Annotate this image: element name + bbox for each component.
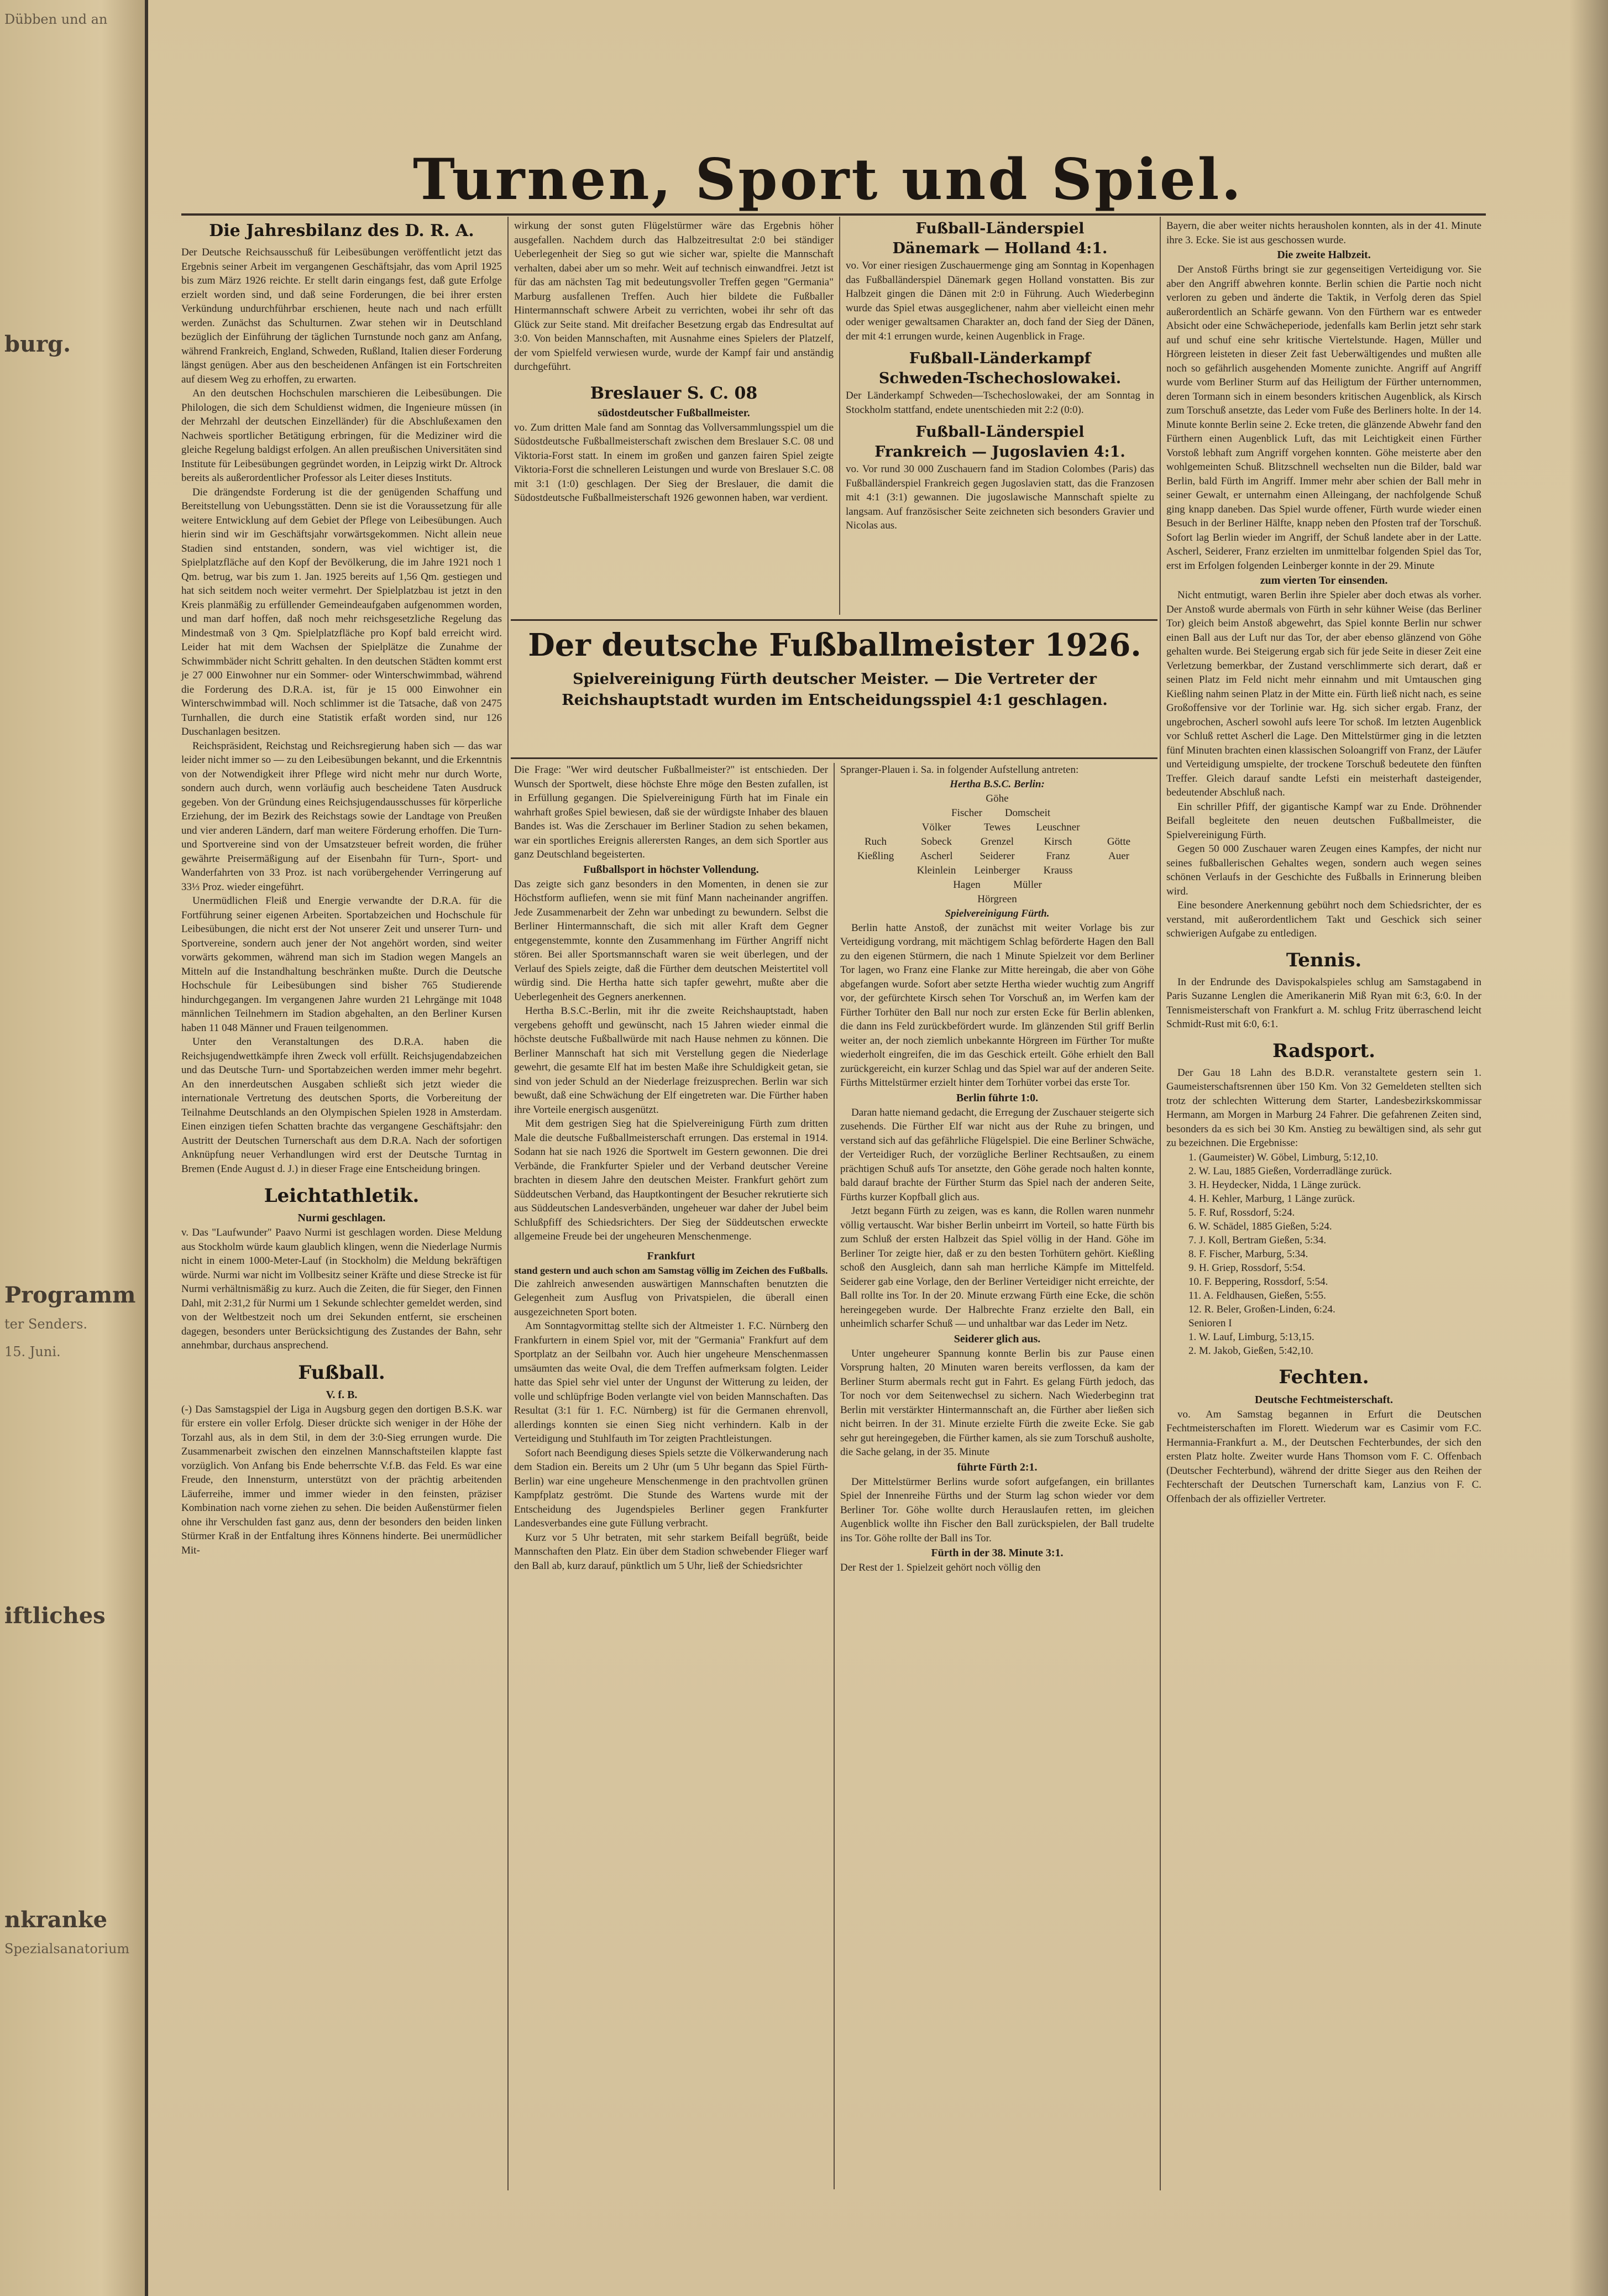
prev-page-fragment: ter Senders. <box>4 1316 88 1332</box>
player-name: Krauss <box>1043 864 1073 876</box>
article-paragraph: In der Endrunde des Davispokalspieles schlug am Samstagabend in Paris Suzanne Lenglen die Amerikanerin Miß Ryan mit 6:3, 6:0. In der Tennismeisterschaft von Frankfurt a. M. schlug Fritz überraschend leicht Schmidt-Rust mit 6:0, 6:1. <box>1166 976 1481 1030</box>
article-subheadline: Deutsche Fechtmeisterschaft. <box>1255 1393 1393 1406</box>
masthead-rule <box>181 213 1486 216</box>
article-subheadline: führte Fürth 2:1. <box>957 1461 1038 1473</box>
race-result: 4. H. Kehler, Marburg, 1 Länge zurück. <box>1188 1193 1355 1205</box>
section-headline: Fußball. <box>298 1361 385 1384</box>
column-divider <box>839 217 840 615</box>
article-paragraph: Am Sonntagvormittag stellte sich der Altmeister 1. F.C. Nürnberg den Frankfurtern in einem Spiel vor, mit der "Germania" Frankfurt auf dem Sportplatz an der Seilbahn vor. Auch hier ungeheure Menschenmassen umsäumten das weite Oval, die dem Treffen aufmerksam folgten. Leider hatte das Spiel sehr viel unter der Ungunst der Witterung zu leiden, der volle und schlüpfrige Boden verlangte viel von beiden Mannschaften. Das Resultat (3:1 für 1. F.C. Nürnberg) ist für die Germanen ehrenvoll, allerdings konnten sie einen Sieg nicht verhindern. Kalb in der Verteidigung und Stuhlfauth im Tor zeigten Prachtleistungen. <box>514 1320 828 1445</box>
article-paragraph: Die Frage: "Wer wird deutscher Fußballmeister?" ist entschieden. Der Wunsch der Sportwelt, diese höchste Ehre möge den Besten zufallen, ist in Erfüllung gegangen. Die Spielvereinigung Fürth hat im Finale ein wahrhaft großes Spiel bewiesen, daß sie der würdigste Inhaber des blauen Bandes ist. Was die Zerschauer im Berliner Stadion zu sehen bekamen, war ein sportliches Ereignis allerersten Ranges, an dem sich Sportler aus ganz Deutschland begeisterten. <box>514 764 828 860</box>
player-name: Fischer <box>951 807 982 819</box>
article-paragraph: vo. Zum dritten Male fand am Sonntag das Vollversammlungsspiel um die Südostdeutsche Fußballmeisterschaft zwischen dem Breslauer S.C. 08 und Viktoria-Forst statt. In einem im großen und ganzen fairen Spiel zeigte Viktoria-Forst die schnelleren Leistungen und wurde von Breslauer S.C. 08 mit 3:1 (1:0) geschlagen. Der Sieg der Breslauer, die damit die Südostdeutsche Fußballmeisterschaft 1926 gewonnen haben, war verdient. <box>514 421 834 504</box>
lineup-row <box>840 864 1154 878</box>
race-result: 11. A. Feldhausen, Gießen, 5:55. <box>1188 1289 1326 1301</box>
article-paragraph: Gegen 50 000 Zuschauer waren Zeugen eines Kampfes, der nicht nur seines fußballerischen Gehaltes wegen, sondern auch wegen seines schönen Verlaufs in der Geschichte des Fußballs in Erinnerung bleiben wird. <box>1166 843 1481 897</box>
article-paragraph: Unter ungeheurer Spannung konnte Berlin bis zur Pause einen Vorsprung halten, 20 Minuten waren bereits verflossen, da kam der Berliner Sturm abermals recht gut in Fahrt. Es gelang Fürth jedoch, das Tor noch vor dem Seitenwechsel zu sichern. Nach Wiederbeginn trat Berlin mit verstärkter Hintermannschaft an, die Fürther aber ließen sich nicht beirren. In der 31. Minute erzielte Fürth die zweite Ecke. Sie gab sehr gut hereingegeben, die Fürther kamen, als sie zum Torschuß ausholte, die Sache gelang, in der 35. Minute <box>840 1347 1154 1458</box>
article-paragraph: Kurz vor 5 Uhr betraten, mit sehr starkem Beifall begrüßt, beide Mannschaften den Platz. Ein über dem Stadion schwebender Flieger warf den Ball ab, kurz darauf, pünktlich um 5 Uhr, ließ der Schiedsrichter <box>514 1531 828 1572</box>
race-result: 1. (Gaumeister) W. Göbel, Limburg, 5:12,10. <box>1188 1151 1379 1163</box>
prev-page-fragment: Programm <box>4 1282 136 1308</box>
article-subheadline: Frankfurt <box>647 1249 695 1262</box>
player-name: Müller <box>1013 878 1042 891</box>
article-subheadline: Nurmi geschlagen. <box>297 1212 386 1224</box>
article-paragraph: Die zahlreich anwesenden auswärtigen Mannschaften benutzten die Gelegenheit zum Ausflug von Privatspielen, die überall einen ausgezeichneten Sport boten. <box>514 1278 828 1318</box>
section-headline: Fechten. <box>1279 1366 1369 1388</box>
story-rule <box>511 757 1157 759</box>
column-4 <box>1166 219 1481 1506</box>
article-paragraph: Unermüdlichen Fleiß und Energie verwandte der D.R.A. für die Fortführung seiner eigenen Arbeiten. Sportabzeichen und Hochschule für Leibesübungen, die nicht erst der Not unserer Zeit und unserer Turn- und Sportvereine, sondern auch jener der Not angehört worden, sind weiter vorwärts gekommen, während man sich im Stadion wegen Mangels an Mitteln auf die Instandhaltung beschränken mußte. Durch die Deutsche Hochschule für Leibesübungen sind bisher 765 Studierende hindurchgegangen. Im vergangenen Jahre wurden 21 Lehrgänge mit 1048 männlichen Teilnehmern im Stadion abgehalten, an den Berliner Kursen haben 11 048 Männer und Frauen teilgenommen. <box>181 895 502 1034</box>
race-result: 2. W. Lau, 1885 Gießen, Vorderradlänge zurück. <box>1188 1165 1392 1177</box>
prev-page-fragment: 15. Juni. <box>4 1344 61 1359</box>
player-name: Ruch <box>864 835 887 848</box>
article-subheadline: Berlin führte 1:0. <box>956 1091 1039 1104</box>
article-paragraph: Nicht entmutigt, waren Berlin ihre Spieler aber doch etwas als vorher. Der Anstoß wurde abermals von Fürth in sehr kühner Weise (das Berliner Tor) gleich beim Anstoß abgewehrt, das Spiel konnte Berlin nur schwer einen Ball aus der Luft nur das Tor, der aber ebenso glänzend von Göhe gehalten wurde. Bei Steigerung ergab sich für jede Seite in dieser Zeit eine Verletzung bemerkbar, der Zustand verschlimmerte sich derart, daß er seinen Platz im Feld nicht mehr einnahm und mit Umtauschen ging Kießling nahm seinen Platz in der Mitte ein. Fürth ließ nicht nach, es seine Großoffensive vor der Torlinie war. Hg. sich sicher ergab. Franz, der ungebrochen, Ascherl sowohl aufs leere Tor schoß. Im letzten Augenblick vor Schluß rettet Ascherl die Lage. Den Mittelstürmer ging in die letzten fünf Minuten brachten einen klassischen Soloangriff von Franz, der Läufer und Verteidigung umspielte, der trockene Torschuß bedeutete den fünften Treffer. Gleich darauf sandte Lefsti ein meisterhaft dasteigender, bedeutender Abschluß nach. <box>1166 589 1481 798</box>
player-name: Domscheit <box>1004 807 1051 819</box>
column-divider <box>834 763 835 2189</box>
article-paragraph: Der Anstoß Fürths bringt sie zur gegenseitigen Verteidigung vor. Sie aber den Angriff abwehren konnte. Berlin schien die Partie noch nicht verloren zu geben und änderte die Taktik, in Verfolg deren das Spiel außerordentlich an Schärfe gewann. Von den Fürthern war es entweder Absicht oder eine Schwächeperiode, jedenfalls kam Berlin jetzt sehr stark auf und schuf eine sehr kritische Viertelstunde. Hagen, Müller und Hörgreen leisteten in dieser Zeit fast Ueberwältigendes und mußten alle noch so gefährlich ausgehenden Momente zunichte. Angriff auf Angriff wurde vom Berliner Sturm auf das Heiligtum der Fürther unternommen, deren Tormann sich in einem besonders kritischen Augenblick, als Kirsch zum Torschuß ansetzte, das Leder vom Fuße des Berliners holte. In der 14. Minute konnte Berlin seine 2. Ecke treten, die glänzende Abwehr fand den Fürthern einen Augenblick Luft, das mit Leichtigkeit einen Fürther Vorstoß lebhaft zum Angriff vorgehen konnten. Göhe meisterte aber den wohlgemeinten Schuß. Blitzschnell wechselten nun die Bilder, bald war Berlin, bald Fürth im Angriff. Immer mehr aber schien der Ball mehr in seiner Gewalt, er unternahm einen Alleingang, der nachfolgende Schuß ging knapp daneben. Das Spiel wurde offener, Fürth wurde wieder einen Besuch in der Berliner Hälfte, knapp neben den Pfosten traf der Torschuß. Sofort lag Berlin wieder im Angriff, der Schuß landete aber in der Latte. Ascherl, Seiderer, Franz erzielten im unmittelbar folgenden Spiel das Tor, erst im Erfolgen folgenden Leinberger konnte in der 29. Minute <box>1166 264 1481 572</box>
article-paragraph: Hertha B.S.C.-Berlin, mit ihr die zweite Reichshauptstadt, haben vergebens gehofft und gewünscht, nach 15 Jahren wieder einmal die höchste deutsche Fußballwürde mit nach Hause nehmen zu können. Die Berliner Mannschaft hat sich mit Verstellung gegen die Niederlage gewehrt, die gesamte Elf hat im besten Maße ihre Schuldigkeit getan, sie sind von jeder Schuld an der Niederlage freizusprechen. Berlin war sich bewußt, daß eine Schwächung der Elf eingetreten war. Die Fürther haben ihre Vorteile energisch ausgenützt. <box>514 1005 828 1116</box>
prev-page-fragment: Spezialsanatorium <box>4 1941 130 1957</box>
prev-page-fragment: nkranke <box>4 1907 108 1933</box>
article-paragraph: Die drängendste Forderung ist die der genügenden Schaffung und Bereitstellung von Uebungsstätten. Denn sie ist die Voraussetzung für alle weitere Entwicklung auf dem Gebiet der Pflege von Leibesübungen. Auch hierin sind wir im Geschäftsjahr vorwärtsgekommen. Nicht allein neue Stadien sind entstanden, sondern, was viel wichtiger ist, die Spielplatzfläche auf den Kopf der Bevölkerung, die im Jahre 1921 noch 1 Qm. betrug, war bis zum 1. Jan. 1925 bereits auf 1,56 Qm. gestiegen und hat sich seitdem noch weiter vermehrt. Der Spielplatzbau ist jetzt in den Kreis planmäßig zu erfüllender Gemeindeaufgaben aufgenommen worden, und man darf hoffen, daß noch mehr reichsgesetzliche Regelung das Mindestmaß von 3 Qm. Spielplatzfläche pro Kopf bald erreicht wird. Leider hat mit dem Wachsen der Spielplätze die Zunahme der Schwimmbäder nicht Schritt gehalten. In den deutschen Städten kommt erst je 27 000 Einwohner nur ein Sommer- oder Winterschwimmbad, während die Forderung des D.R.A. ist, für je 15 000 Einwohner ein Winterschwimmbad will. Noch schlimmer ist die Tatsache, daß von 2475 Turnhallen, die durch eine Statistik erfaßt worden sind, nur 126 Duschanlagen besitzen. <box>181 486 502 738</box>
player-name: Auer <box>1108 850 1129 862</box>
article-headline: Fußball-Länderkampf <box>909 350 1091 367</box>
lineup-row <box>840 892 1154 907</box>
race-result: 3. H. Heydecker, Nidda, 1 Länge zurück. <box>1188 1179 1361 1191</box>
article-headline: Die Jahresbilanz des D. R. A. <box>209 221 474 240</box>
prev-page-fragment: iftliches <box>4 1603 106 1629</box>
previous-page-strip <box>0 0 145 2296</box>
article-paragraph: Spranger-Plauen i. Sa. in folgender Aufstellung antreten: <box>840 764 1079 776</box>
article-paragraph: Unter den Veranstaltungen des D.R.A. haben die Reichsjugendwettkämpfe ihren Zweck voll erfüllt. Reichsjugendabzeichen und das Deutsche Turn- und Sportabzeichen werden immer mehr begehrt. An den innerdeutschen Ausgaben schließt sich jetzt wieder die internationale Vertretung des deutschen Sports, die Vorbereitung der Teilnahme Deutschlands an den Olympischen Spielen 1928 in Amsterdam. Einen einzigen tiefen Schatten brachte das vergangene Geschäftsjahr: den Austritt der Deutschen Turnerschaft aus dem D.R.A. Nach der sofortigen Anknüpfung neuer Verhandlungen wird erst der Deutsche Turntag in Bremen (Ende August d. J.) in dieser Frage eine Entscheidung bringen. <box>181 1036 502 1175</box>
article-paragraph: Berlin hatte Anstoß, der zunächst mit weiter Vorlage bis zur Verteidigung vordrang, mit mächtigem Schlag beförderte Hagen den Ball zu den eigenen Stürmern, die nach 1 Minute Spielzeit vor dem Berliner Tor lagen, wo Franz eine Flanke zur Mitte hereingab, die aber von Göhe abgefangen wurde. Sofort aber setzte Hertha wieder wuchtig zum Angriff vor, der gefürchtete Kirsch sehen Tor Vorschuß an, im Werfen kam der Fürther Torhüter den Ball nur noch zur ersten Ecke für Berlin ablenken, die dann ins Feld zurückbefördert wurde. Im glänzenden Stil griff Berlin weiter an, der noch ziemlich unbekannte Hörgreen im Fürther Tor mußte wiederholt eingreifen, die im das Geschick erteilt. Göhe erhielt den Ball zurückgereicht, ein kurzer Schlag und das Spiel war auf der anderen Seite. Fürths Mittelstürmer erzielt hinter dem Torhüter vorbei das erste Tor. <box>840 922 1154 1089</box>
column-1 <box>181 219 502 1557</box>
article-paragraph: Sofort nach Beendigung dieses Spiels setzte die Völkerwanderung nach dem Stadion ein. Bereits um 2 Uhr (um 5 Uhr begann das Spiel Fürth-Berlin) war eine ungeheure Menschenmenge in den prachtvollen grünen Kampfplatz geströmt. Die Stunde des Wartens wurde mit der Entscheidung des Jugendspieles Berliner gegen Frankfurter Landesverbandes eine gute Füllung verbracht. <box>514 1447 828 1529</box>
race-result: 6. W. Schädel, 1885 Gießen, 5:24. <box>1188 1220 1332 1232</box>
player-name: Göhe <box>986 792 1009 804</box>
article-paragraph: vo. Am Samstag begannen in Erfurt die Deutschen Fechtmeisterschaften im Florett. Wiederum war es Casimir vom F.C. Hermannia-Frankfurt a. M., der Deutschen Fechterbundes, der sich den ersten Platz holte. Zweiter wurde Hans Thomson vom F. C. Offenbach (Deutscher Fechterbund), während der dritte Sieger aus den Reihen der Fechterschaft der Deutschen Turnerschaft kam, Lanzius von F. C. Offenbach der als offizieller Vertreter. <box>1166 1408 1481 1505</box>
player-name: Grenzel <box>980 835 1014 848</box>
lineup-row <box>840 820 1154 835</box>
race-result: 1. W. Lauf, Limburg, 5:13,15. <box>1188 1331 1314 1343</box>
player-name: Seiderer <box>980 850 1015 862</box>
article-headline-score: Frankreich — Jugoslavien 4:1. <box>874 443 1125 461</box>
article-headline: Schweden-Tschechoslowakei. <box>878 370 1122 387</box>
player-name: Götte <box>1107 835 1131 848</box>
race-result: 5. F. Ruf, Rossdorf, 5:24. <box>1188 1206 1295 1218</box>
main-story-header <box>514 625 1155 711</box>
main-story-column-left <box>514 763 828 1573</box>
player-name: Sobeck <box>921 835 952 848</box>
article-paragraph: Jetzt begann Fürth zu zeigen, was es kann, die Rollen waren nunmehr völlig vertauscht. War bisher Berlin unbeirrt im Vorteil, so hatte Fürth bis zum Schluß der ersten Halbzeit das Spiel völlig in der Hand. Göhe im Berliner Tor zeigte hier, daß er zu den besten Torhütern gehört. Kießling schoß den Ausgleich, dann sah man herrliche Kämpfe im Mittelfeld. Seiderer gab eine Vorlage, den der Berliner Verteidiger nicht erreichte, der Ball rollte ins Tor. In der 20. Minute erzwang Fürth eine Ecke, die schön hereingegeben wurde. Der Halbrechte Franz erzielte den Ball, ein unheimlich scharfer Schuß — und unhaltbar war das Leder im Netz. <box>840 1205 1154 1330</box>
article-paragraph: Bayern, die aber weiter nichts herausholen konnten, als in der 41. Minute ihre 3. Ecke. Sie ist aus geschossen wurde. <box>1166 220 1481 246</box>
article-subheadline: Fußballsport in höchster Vollendung. <box>583 863 759 876</box>
article-paragraph: Ein schriller Pfiff, der gigantische Kampf war zu Ende. Dröhnender Beifall begleitete den neuen deutschen Fußballmeister, die Spielvereinigung Fürth. <box>1166 801 1481 841</box>
race-result: 7. J. Koll, Bertram Gießen, 5:34. <box>1188 1234 1327 1246</box>
race-result: 9. H. Griep, Rossdorf, 5:54. <box>1188 1262 1306 1274</box>
article-subheadline: südostdeutscher Fußballmeister. <box>598 406 750 419</box>
article-subheadline: Seiderer glich aus. <box>954 1332 1041 1345</box>
player-name: Leuschner <box>1036 821 1080 833</box>
section-masthead: Turnen, Sport und Spiel. <box>412 147 1244 213</box>
main-story-headline: Der deutsche Fußballmeister 1926. <box>528 627 1141 663</box>
article-paragraph: An den deutschen Hochschulen marschieren die Leibesübungen. Die Philologen, die sich dem Schuldienst widmen, die Ingenieure müssen (in der Mehrzahl der deutschen Einzelländer) für die Abschlußexamen den Nachweis sportlicher Betätigung erbringen, für die Mediziner wird die gleiche Regelung baldigst erfolgen. An allen preußischen Universitäten sind Institute für Leibesübungen gegründet worden, in Leipzig wirkt Dr. Altrock bereits als außerordentlicher Professor als Leiter dieses Instituts. <box>181 388 502 484</box>
player-name: Leinberger <box>974 864 1020 876</box>
section-headline: Leichtathletik. <box>264 1185 420 1207</box>
player-name: Kleinlein <box>916 864 956 876</box>
player-name: Tewes <box>983 821 1011 833</box>
section-headline: Tennis. <box>1286 949 1362 971</box>
article-subheadline: V. f. B. <box>326 1388 358 1401</box>
article-subheadline: zum vierten Tor einsenden. <box>1260 574 1388 587</box>
article-subheadline: Fürth in der 38. Minute 3:1. <box>931 1547 1064 1559</box>
page-edge-shadow <box>1569 0 1608 2296</box>
main-story-column-right <box>840 763 1154 1575</box>
race-result: 8. F. Fischer, Marburg, 5:34. <box>1188 1248 1308 1260</box>
lineup-row <box>840 849 1154 864</box>
lineup-row <box>840 806 1154 820</box>
race-result: 10. F. Beppering, Rossdorf, 5:54. <box>1188 1275 1328 1288</box>
player-name: Hagen <box>953 878 981 891</box>
player-name: Hörgreen <box>977 893 1017 905</box>
article-headline: Breslauer S. C. 08 <box>590 383 758 403</box>
race-result: Senioren I <box>1188 1317 1232 1329</box>
prev-page-fragment: burg. <box>4 331 71 357</box>
player-name: Völker <box>921 821 951 833</box>
lineup-row <box>840 835 1154 849</box>
article-paragraph: (-) Das Samstagspiel der Liga in Augsburg gegen den dortigen B.S.K. war für erstere ein voller Erfolg. Dieser drückte sich weniger in der Höhe der Torzahl aus, als in dem Stil, in dem der 3:0-Sieg errungen wurde. Die Zusammenarbeit zwischen den einzelnen Mannschaftsteilen klappte fast vorzüglich. Von Anfang bis Ende beherrschte V.f.B. das Feld. Es war eine Freude, den Innensturm, unterstützt von der prächtig arbeitenden Läuferreihe, immer und immer wieder in den feinsten, präziser Kombination nach vorne ziehen zu sehen. Die beiden Außenstürmer fielen ohne ihr Verschulden fast ganz aus, denn der besonders den beiden linken Stürmer Kraß in der Entfaltung ihres Könnens hinderte. Bei unermüdlicher Mit- <box>181 1403 502 1556</box>
race-results-list <box>1166 1150 1481 1358</box>
column-divider <box>1160 217 1161 2190</box>
section-headline: Radsport. <box>1272 1039 1375 1062</box>
team-name: Spielvereinigung Fürth. <box>945 907 1050 919</box>
player-name: Kirsch <box>1044 835 1072 848</box>
story-rule <box>511 619 1157 621</box>
column-3 <box>846 219 1154 533</box>
article-subheadline: stand gestern und auch schon am Samstag völlig im Zeichen des Fußballs. <box>514 1264 828 1276</box>
prev-page-fragment: Dübben und an <box>4 12 108 27</box>
article-paragraph: vo. Vor einer riesigen Zuschauermenge ging am Sonntag in Kopenhagen das Fußballänderspiel Dänemark gegen Holland vonstatten. Bis zur Halbzeit gingen die Dänen mit 2:0 in Führung. Auch Wiederbeginn wurde das Spiel etwas ausgeglichener, nahm aber vielleicht einen mehr oder weniger gewaltsamen Charakter an, doch fand der Sieg der Dänen, der mit 4:1 errungen wurde, keinen Augenblick in Frage. <box>846 260 1154 342</box>
team-name: Hertha B.S.C. Berlin: <box>950 778 1045 790</box>
main-story-deck: Spielvereinigung Fürth deutscher Meister. — Die Vertreter der Reichshauptstadt wurden im Entscheidungsspiel 4:1 geschlagen. <box>562 671 1108 709</box>
column-divider <box>507 217 509 2190</box>
race-result: 2. M. Jakob, Gießen, 5:42,10. <box>1188 1345 1313 1357</box>
article-headline: Fußball-Länderspiel <box>915 423 1085 441</box>
article-paragraph: Daran hatte niemand gedacht, die Erregung der Zuschauer steigerte sich zusehends. Die Fürther Elf war nicht aus der Ruhe zu bringen, und verstand sich auf das gefährliche Flügelspiel. Die eine Berliner Schwäche, der Verteidiger Ruch, der vorzügliche Berliner Rechtsaußen, zu einem prächtigen Schuß aufs Tor ansetzte, den Göhe gerade noch halten konnte, bald darauf brachte der Fürther Sturm das Spiel nach der anderen Seite, Fürths kurzer Kopfball glich aus. <box>840 1106 1154 1203</box>
article-paragraph: v. Das "Laufwunder" Paavo Nurmi ist geschlagen worden. Diese Meldung aus Stockholm würde kaum glaublich klingen, wenn die Niederlage Nurmis nicht in einem 1000-Meter-Lauf (in Stockholm) die Meldung bekräftigen würde. Nurmi war nicht im Vollbesitz seiner Kräfte und diese Strecke ist für Nurmi verhältnismäßig zu kurz. Auch die Zeiten, die für Sieger, den Finnen Dahl, mit 2:31,2 für Nurmi um 1 Sekunde schlechter gemeldet werden, sind von der Weltbestzeit noch um drei Sekunden entfernt, sie erscheinen dagegen, besonders unter Berücksichtigung des Zustandes der Bahn, sehr annehmbar, durchaus ansprechend. <box>181 1227 502 1351</box>
newspaper-page <box>148 0 1608 2296</box>
article-paragraph: Der Gau 18 Lahn des B.D.R. veranstaltete gestern sein 1. Gaumeisterschaftsrennen über 150 Km. Von 32 Gemeldeten stellten sich trotz der schlechten Witterung dem Starter, Landesbezirkskommissar Hermann, am Morgen in Marburg 24 Fahrer. Die gefahrenen Zeiten sind, besonders da es sich bei 30 Km. Anstieg zu bewältigen sind, als sehr gut zu bezeichnen. Die Ergebnisse: <box>1166 1066 1481 1149</box>
article-paragraph: Der Mittelstürmer Berlins wurde sofort aufgefangen, ein brillantes Spiel der Innenreihe Fürths und der Sturm lag schon wieder vor dem Berliner Tor. Göhe wollte durch Herauslaufen retten, im gleichen Augenblick wollte ihn Fischer den Ball zurückspielen, der Ball trudelte ins Tor. Göhe rollte der Ball ins Tor. <box>840 1476 1154 1544</box>
article-paragraph: Der Länderkampf Schweden—Tschechoslowakei, der am Sonntag in Stockholm stattfand, endete unentschieden mit 2:2 (0:0). <box>846 390 1154 416</box>
article-paragraph: Eine besondere Anerkennung gebührt noch dem Schiedsrichter, der es verstand, mit außerordentlichem Takt und Geschick sich seiner schwierigen Aufgabe zu entledigen. <box>1166 899 1481 939</box>
column-2 <box>514 219 834 505</box>
article-paragraph: Das zeigte sich ganz besonders in den Momenten, in denen sie zur Höchstform aufliefen, wenn sie mit fünf Mann nacheinander angriffen. Jede Zusammenarbeit der Zehn war unbedingt zu bewundern. Selbst die Berliner Hintermannschaft, die sich mit aller Kraft dem Gegner entgegenstemmte, konnte den Zusammenhang im Fürther Angriff nicht stören. Bei aller Sportsmannschaft waren sie weit überlegen, und der Verlauf des Spiels zeigte, daß die Fürther dem deutschen Meistertitel voll würdig sind. Die Hertha hatte sich tapfer gewehrt, mußte aber die Ueberlegenheit des Gegners anerkennen. <box>514 878 828 1003</box>
article-paragraph: Reichspräsident, Reichstag und Reichsregierung haben sich — das war leider nicht immer so — zu den Leibesübungen bekannt, und die Erkenntnis von der Notwendigkeit ihrer Pflege wird nicht mehr nur durch Worte, sondern auch durch, wenn vorläufig auch bescheidene Taten Ausdruck gegeben. Von der Gründung eines Reichsjugendausschusses für körperliche Erziehung, der im Bezirk des Reichstags sowie der Landtage von Preußen und vier anderen Ländern, darf man weitere Förderung erhoffen. Die Turn- und Sportvereine sind von der Umsatzsteuer befreit worden, die früher gewährte Preisermäßigung auf der Eisenbahn für Turn-, Sport- und Wanderfahrten von 33 Proz. ist nach vorübergehender Verringerung auf 33⅓ Proz. wieder eingeführt. <box>181 740 502 893</box>
player-name: Kießling <box>857 850 894 862</box>
article-paragraph: vo. Vor rund 30 000 Zuschauern fand im Stadion Colombes (Paris) das Fußballänderspiel Frankreich gegen Jugoslavien statt, das die Franzosen mit 4:1 (3:1) gewannen. Die jugoslawische Mannschaft spielte zu langsam. Auf französischer Seite zeichneten sich besonders Gravier und Nicolas aus. <box>846 463 1154 531</box>
article-subheadline: Die zweite Halbzeit. <box>1277 249 1371 261</box>
lineup-row <box>840 878 1154 892</box>
player-name: Ascherl <box>920 850 953 862</box>
race-result: 12. R. Beler, Großen-Linden, 6:24. <box>1188 1303 1335 1315</box>
article-headline-score: Dänemark — Holland 4:1. <box>892 240 1108 257</box>
lineup-row <box>840 792 1154 806</box>
team-lineup <box>840 777 1154 921</box>
article-headline: Fußball-Länderspiel <box>915 220 1085 237</box>
article-paragraph: Mit dem gestrigen Sieg hat die Spielvereinigung Fürth zum dritten Male die deutsche Fußballmeisterschaft errungen. Das erstemal in 1914. Sodann hat sie nach 1926 die Sportwelt im Gestern gewonnen. Die drei Verbände, die Frankfurter Spieler und der Verband deutscher Vereine brachten in diesem Jahre den deutschen Meister. Frankfurt gehört zum Süddeutschen Verband, das Hauptkontingent der Besucher rekrutierte sich aus Süddeutschen Landesverbänden, ungeheuer war daher der Jubel beim Schlußpfiff des Schiedsrichters. Der Sieg der Süddeutschen erweckte allgemeine Freude bei der ungeheuren Menschenmenge. <box>514 1118 828 1242</box>
article-paragraph: Der Deutsche Reichsausschuß für Leibesübungen veröffentlicht jetzt das Ergebnis seiner Arbeit im vergangenen Geschäftsjahr, das vom April 1925 bis zum März 1926 reichte. Er stellt darin eingangs fest, daß gute Erfolge erzielt worden sind, und daß seine Forderungen, die bei ihrer ersten Verkündung undurchführbar erschienen, heute nach und nach erfüllt werden. Zunächst das Schulturnen. Zwar stehen wir in Deutschland bezüglich der Einführung der täglichen Turnstunde noch ganz am Anfang, während Frankreich, England, Schweden, Rußland, Italien dieser Forderung längst genügen. Aber aus den bescheidenen Anfängen ist ein Fortschreiten auf diesem Weg zu erhoffen, zu erwarten. <box>181 247 502 385</box>
article-paragraph: wirkung der sonst guten Flügelstürmer wäre das Ergebnis höher ausgefallen. Nachdem durch das Halbzeitresultat 2:0 bei ständiger Ueberlegenheit der Sieg so gut wie sicher war, spielte die Mannschaft verhalten, dabei aber um so mehr. Weit auf technisch einwandfrei. Jetzt ist für das am nächsten Tag mit bedeutungsvoller Treffen gegen "Germania" Marburg ausfallenen Treffen. Auch hier bildete die Fußballer Hintermannschaft schwere Arbeit zu verrichten, wobei ihr sehr oft das Glück zur Seite stand. Mit dreifacher Besetzung ergab das Endresultat auf 3:0. Von beiden Mannschaften, mit Ausnahme eines Spielers der Platzelf, der vom Spielfeld verwiesen wurde, wurde der Kampf fair und anständig durchgeführt. <box>514 220 834 373</box>
article-paragraph: Der Rest der 1. Spielzeit gehört noch völlig den <box>840 1562 1041 1573</box>
player-name: Franz <box>1046 850 1070 862</box>
